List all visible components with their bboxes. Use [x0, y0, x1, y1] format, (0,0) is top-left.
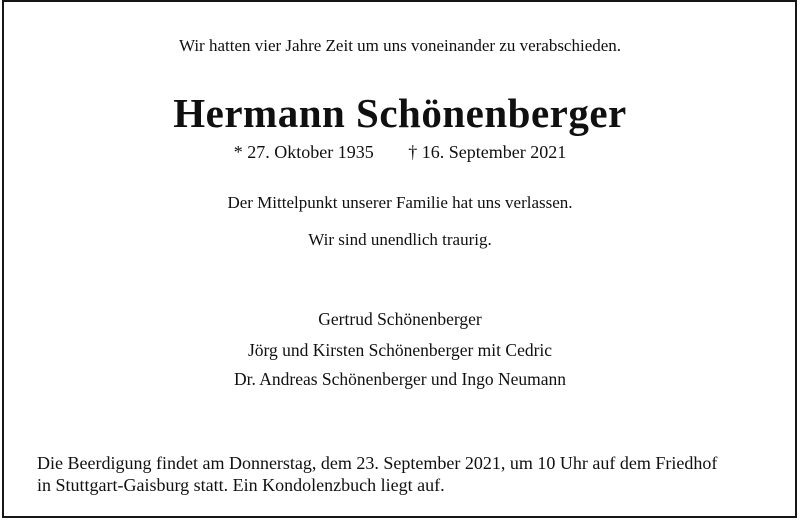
life-dates-line — [0, 141, 800, 163]
notice-border-frame — [2, 0, 797, 518]
mourner-line: Dr. Andreas Schönenberger und Ingo Neumann — [233, 369, 567, 389]
funeral-info-block — [37, 452, 777, 496]
sorrow-line-1: Der Mittelpunkt unserer Familie hat uns verlassen. — [227, 193, 573, 212]
mourner-line: Jörg und Kirsten Schönenberger mit Cedric — [247, 340, 553, 360]
funeral-info-line-1: Die Beerdigung findet am Donnerstag, dem 23. September 2021, um 10 Uhr auf dem Friedhof — [37, 453, 718, 473]
death-date: † 16. September 2021 — [408, 142, 567, 162]
intro-line: Wir hatten vier Jahre Zeit um uns voneinander zu verabschieden. — [178, 36, 622, 55]
deceased-name-title: Hermann Schönenberger — [173, 90, 627, 136]
birth-date: * 27. Oktober 1935 — [233, 142, 374, 162]
sorrow-line-2: Wir sind unendlich traurig. — [308, 230, 492, 249]
mourner-line: Gertrud Schönenberger — [318, 309, 482, 329]
funeral-info-line-2: in Stuttgart-Gaisburg statt. Ein Kondolenzbuch liegt auf. — [37, 475, 445, 495]
